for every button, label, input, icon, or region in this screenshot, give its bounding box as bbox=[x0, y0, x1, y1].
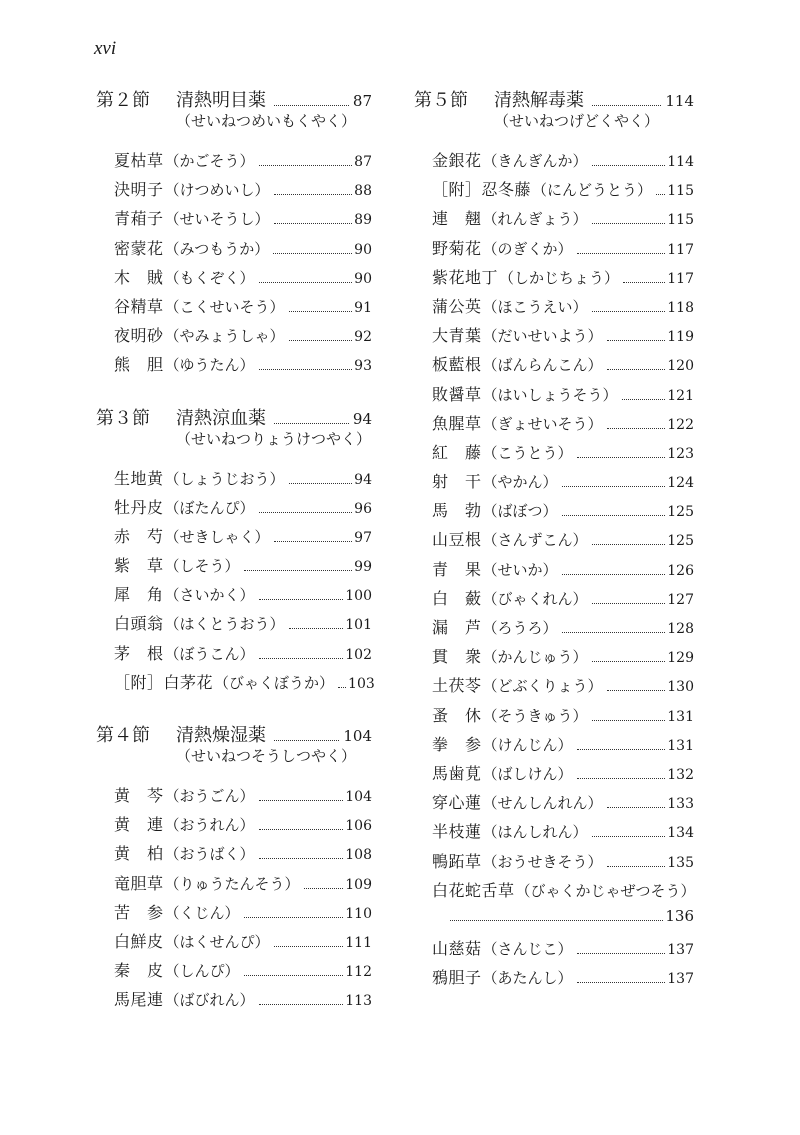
toc-entry bbox=[96, 236, 372, 265]
entry-reading: （しそう） bbox=[164, 557, 240, 576]
dot-leader bbox=[274, 541, 353, 542]
entry-name: 連 翹 bbox=[432, 209, 482, 229]
toc-entry bbox=[96, 900, 372, 929]
entry-page: 131 bbox=[667, 737, 694, 754]
entry-reading: （ばびれん） bbox=[164, 991, 255, 1010]
dot-leader bbox=[592, 603, 666, 604]
entry-page: 101 bbox=[345, 617, 372, 634]
entry-page: 108 bbox=[345, 847, 372, 864]
dot-leader bbox=[577, 982, 666, 983]
entry-reading: （しんぴ） bbox=[164, 962, 240, 981]
dot-leader bbox=[273, 253, 352, 254]
toc-entry bbox=[96, 177, 372, 206]
dot-leader bbox=[607, 428, 666, 429]
toc-entry bbox=[414, 527, 694, 556]
entry-reading: （せいそうし） bbox=[164, 210, 270, 229]
entry-reading: （くじん） bbox=[164, 903, 240, 922]
entry-page: 132 bbox=[667, 766, 694, 783]
toc-entry bbox=[96, 783, 372, 812]
entry-page: 97 bbox=[354, 529, 372, 546]
entry-name: 山豆根 bbox=[432, 530, 482, 550]
entry-name: 馬歯莧 bbox=[432, 763, 482, 783]
dot-leader bbox=[289, 311, 353, 312]
toc-entry-continuation bbox=[414, 907, 694, 936]
entry-page: 119 bbox=[667, 329, 694, 346]
entry-page: 125 bbox=[667, 533, 694, 550]
dot-leader bbox=[244, 917, 344, 918]
dot-leader bbox=[592, 311, 666, 312]
section-title: 清熱明目薬 bbox=[176, 90, 266, 111]
dot-leader bbox=[274, 740, 339, 741]
entry-page: 115 bbox=[667, 183, 694, 200]
entry-name: 鴨跖草 bbox=[432, 851, 482, 871]
dot-leader bbox=[289, 483, 353, 484]
entry-page: 123 bbox=[667, 445, 694, 462]
toc-entry bbox=[414, 352, 694, 381]
entry-page: 99 bbox=[354, 559, 372, 576]
entry-page: 120 bbox=[667, 358, 694, 375]
toc-entry bbox=[96, 265, 372, 294]
entry-reading: （おうせきそう） bbox=[482, 852, 603, 871]
toc-entry bbox=[414, 673, 694, 702]
entry-reading: （もくぞく） bbox=[164, 268, 255, 287]
entry-reading: （びゃくれん） bbox=[482, 589, 588, 608]
entry-page: 90 bbox=[354, 241, 372, 258]
entry-reading: （そうきゅう） bbox=[482, 706, 588, 725]
entry-reading: （れんぎょう） bbox=[482, 210, 588, 229]
entry-reading: （ほこうえい） bbox=[482, 297, 588, 316]
toc-entry bbox=[414, 703, 694, 732]
entry-page: 94 bbox=[354, 471, 372, 488]
toc-entry bbox=[96, 958, 372, 987]
entry-name: 紫 草 bbox=[114, 556, 164, 576]
entry-name: 黄 連 bbox=[114, 815, 164, 835]
entry-name: 鴉胆子 bbox=[432, 968, 482, 988]
dot-leader bbox=[274, 194, 353, 195]
entry-name: 密蒙花 bbox=[114, 238, 164, 258]
toc-entry bbox=[414, 148, 694, 177]
entry-reading: （おうばく） bbox=[164, 845, 255, 864]
toc-entry bbox=[414, 294, 694, 323]
toc-entry bbox=[414, 440, 694, 469]
entry-reading: （せんしんれん） bbox=[482, 794, 603, 813]
toc-entry bbox=[414, 965, 694, 994]
section-number: 第５節 bbox=[414, 90, 468, 111]
entry-name: 白花蛇舌草 bbox=[432, 880, 515, 900]
entry-reading: （びゃくかじゃぜつそう） bbox=[515, 881, 696, 900]
entry-name: 白 蘞 bbox=[432, 588, 482, 608]
dot-leader bbox=[244, 570, 353, 571]
dot-leader bbox=[577, 749, 666, 750]
entry-page: 106 bbox=[345, 818, 372, 835]
entry-page: 102 bbox=[345, 646, 372, 663]
entry-reading: （かごそう） bbox=[164, 152, 255, 170]
entry-reading: （けんじん） bbox=[482, 735, 573, 754]
dot-leader bbox=[338, 687, 346, 688]
dot-leader bbox=[562, 574, 666, 575]
entry-page: 134 bbox=[667, 825, 694, 842]
entry-reading: （きんぎんか） bbox=[482, 152, 588, 170]
entry-name: 夜明砂 bbox=[114, 326, 164, 346]
entry-reading: （しょうじおう） bbox=[164, 469, 285, 488]
entry-reading: （おうれん） bbox=[164, 816, 255, 835]
entry-reading: （やかん） bbox=[482, 473, 558, 492]
section-page: 104 bbox=[343, 727, 372, 745]
toc-entry bbox=[414, 323, 694, 352]
section-heading bbox=[96, 404, 372, 430]
toc-entry bbox=[414, 469, 694, 498]
dot-leader bbox=[259, 658, 344, 659]
dot-leader bbox=[259, 800, 344, 801]
entry-reading: （ゆうたん） bbox=[164, 356, 255, 375]
toc-entry bbox=[414, 498, 694, 527]
section-number: 第３節 bbox=[96, 407, 150, 429]
entry-reading: （やみょうしゃ） bbox=[164, 327, 285, 346]
toc-entry bbox=[414, 382, 694, 411]
dot-leader bbox=[259, 369, 353, 370]
entry-reading: （さいかく） bbox=[164, 586, 255, 605]
toc-entry bbox=[414, 265, 694, 294]
entry-reading: （みつもうか） bbox=[164, 239, 270, 258]
dot-leader bbox=[607, 866, 666, 867]
entry-name: 敗醤草 bbox=[432, 384, 482, 404]
toc-entry bbox=[96, 206, 372, 235]
entry-name: 漏 芦 bbox=[432, 618, 482, 637]
section-page: 114 bbox=[665, 92, 694, 110]
entry-reading: （にんどうとう） bbox=[532, 181, 653, 200]
entry-name: 牡丹皮 bbox=[114, 497, 164, 517]
entry-page: 92 bbox=[354, 329, 372, 346]
entry-page: 128 bbox=[667, 621, 694, 637]
section-title: 清熱燥湿薬 bbox=[176, 725, 266, 746]
section-number: 第２節 bbox=[96, 90, 150, 111]
dot-leader bbox=[577, 953, 666, 954]
entry-name: 土茯苓 bbox=[432, 676, 482, 696]
section-reading: （せいねつそうしつやく） bbox=[176, 747, 357, 765]
dot-leader bbox=[607, 369, 666, 370]
entry-reading: （さんじこ） bbox=[482, 940, 573, 959]
entry-name: 魚腥草 bbox=[432, 413, 482, 433]
entry-reading: （ぼうこん） bbox=[164, 644, 255, 663]
entry-reading: （せきしゃく） bbox=[164, 527, 270, 546]
entry-name: 谷精草 bbox=[114, 296, 164, 316]
section-page: 87 bbox=[352, 92, 372, 110]
entry-name: 決明子 bbox=[114, 180, 164, 200]
dot-leader bbox=[274, 423, 349, 424]
dot-leader bbox=[259, 282, 353, 283]
toc-entry bbox=[96, 871, 372, 900]
entry-name: 蚤 休 bbox=[432, 705, 482, 725]
dot-leader bbox=[562, 515, 666, 516]
entry-reading: （おうごん） bbox=[164, 787, 255, 805]
toc-entry bbox=[96, 466, 372, 495]
entry-name: 射 干 bbox=[432, 472, 482, 492]
toc-entry bbox=[414, 761, 694, 790]
entry-name: 青 果 bbox=[432, 559, 482, 579]
toc-entry bbox=[96, 323, 372, 352]
entry-reading: （かんじゅう） bbox=[482, 648, 588, 667]
dot-leader bbox=[450, 920, 663, 921]
entry-name: 苦 参 bbox=[114, 902, 164, 922]
dot-leader bbox=[577, 253, 666, 254]
entry-page: 126 bbox=[667, 562, 694, 579]
toc-entry bbox=[96, 148, 372, 177]
dot-leader bbox=[274, 223, 353, 224]
entry-name: 馬尾連 bbox=[114, 990, 164, 1010]
dot-leader bbox=[244, 975, 344, 976]
entry-list bbox=[96, 466, 375, 700]
toc-entry bbox=[414, 644, 694, 673]
toc-entry bbox=[414, 177, 694, 206]
entry-name: 紫花地丁 bbox=[432, 267, 499, 287]
entry-reading: （ぎょせいそう） bbox=[482, 414, 603, 433]
entry-reading: （はんしれん） bbox=[482, 823, 588, 842]
entry-page: 87 bbox=[354, 154, 372, 170]
entry-page: 88 bbox=[354, 183, 372, 200]
entry-reading: （あたんし） bbox=[482, 969, 573, 988]
section-reading: （せいねつめいもくやく） bbox=[176, 112, 357, 130]
dot-leader bbox=[259, 599, 344, 600]
dot-leader bbox=[592, 661, 666, 662]
section-title: 清熱解毒薬 bbox=[494, 90, 584, 111]
entry-page: 111 bbox=[345, 934, 372, 951]
dot-leader bbox=[592, 836, 666, 837]
entry-page: 114 bbox=[667, 154, 694, 170]
dot-leader bbox=[577, 778, 666, 779]
dot-leader bbox=[607, 340, 666, 341]
section-number: 第４節 bbox=[96, 725, 150, 746]
dot-leader bbox=[259, 512, 353, 513]
entry-name: 貫 衆 bbox=[432, 647, 482, 667]
entry-reading: （こうとう） bbox=[482, 443, 573, 462]
entry-reading: （ばしけん） bbox=[482, 764, 573, 783]
section-reading: （せいねつげどくやく） bbox=[494, 112, 660, 130]
dot-leader bbox=[304, 888, 344, 889]
entry-page: 96 bbox=[354, 500, 372, 517]
entry-name: 茅 根 bbox=[114, 643, 164, 663]
entry-reading: （りゅうたんそう） bbox=[164, 874, 300, 893]
entry-page: 124 bbox=[667, 475, 694, 492]
section-heading bbox=[414, 86, 694, 112]
entry-reading: （ぼたんぴ） bbox=[164, 498, 255, 517]
entry-reading: （けつめいし） bbox=[164, 181, 270, 200]
toc-section bbox=[96, 721, 372, 1017]
toc-entry bbox=[96, 670, 375, 699]
toc-entry bbox=[414, 586, 694, 615]
entry-page: 135 bbox=[667, 854, 694, 871]
entry-name: 犀 角 bbox=[114, 585, 164, 605]
toc-entry bbox=[414, 206, 694, 235]
entry-page: 91 bbox=[354, 299, 372, 316]
entry-page: 137 bbox=[667, 942, 694, 959]
entry-name: 蒲公英 bbox=[432, 296, 482, 316]
entry-list bbox=[96, 148, 372, 382]
dot-leader bbox=[274, 105, 349, 106]
entry-name: 木 賊 bbox=[114, 267, 164, 287]
entry-name: 野菊花 bbox=[432, 238, 482, 258]
toc-entry bbox=[96, 641, 372, 670]
toc-left-column bbox=[96, 86, 375, 1039]
entry-name: 穿心蓮 bbox=[432, 793, 482, 813]
dot-leader bbox=[577, 457, 666, 458]
entry-name: 生地黄 bbox=[114, 468, 164, 488]
toc-entry bbox=[414, 732, 694, 761]
dot-leader bbox=[289, 340, 353, 341]
dot-leader bbox=[259, 858, 344, 859]
toc-entry bbox=[96, 987, 372, 1016]
toc-entry bbox=[96, 495, 372, 524]
entry-name: 黄 芩 bbox=[114, 786, 164, 805]
toc-entry bbox=[414, 878, 694, 907]
entry-name: 紅 藤 bbox=[432, 442, 482, 462]
dot-leader bbox=[562, 632, 666, 633]
entry-page: 137 bbox=[667, 971, 694, 988]
toc-entry bbox=[96, 294, 372, 323]
entry-name: 黄 柏 bbox=[114, 844, 164, 864]
toc-section bbox=[96, 404, 375, 700]
toc-right-column bbox=[414, 86, 694, 1016]
entry-page: 131 bbox=[667, 708, 694, 725]
entry-name: 半枝蓮 bbox=[432, 822, 482, 842]
entry-reading: （びゃくぼうか） bbox=[214, 673, 335, 692]
entry-list bbox=[96, 783, 372, 1017]
toc-entry bbox=[414, 411, 694, 440]
entry-name: 夏枯草 bbox=[114, 151, 164, 170]
toc-entry bbox=[414, 849, 694, 878]
toc-entry bbox=[96, 929, 372, 958]
dot-leader bbox=[259, 165, 353, 166]
entry-page: 100 bbox=[345, 588, 372, 605]
entry-page: 93 bbox=[354, 358, 372, 375]
toc-entry bbox=[96, 553, 372, 582]
section-page: 94 bbox=[352, 409, 372, 428]
toc-section bbox=[414, 86, 694, 994]
entry-name: 金銀花 bbox=[432, 151, 482, 170]
dot-leader bbox=[592, 544, 666, 545]
entry-page: 110 bbox=[345, 905, 372, 922]
entry-page: 122 bbox=[667, 416, 694, 433]
entry-page: 115 bbox=[667, 212, 694, 229]
toc-entry bbox=[96, 812, 372, 841]
dot-leader bbox=[259, 1004, 344, 1005]
toc-entry bbox=[414, 819, 694, 848]
entry-page: 103 bbox=[348, 675, 375, 692]
entry-name: 熊 胆 bbox=[114, 355, 164, 375]
toc-entry bbox=[96, 524, 372, 553]
entry-page: 117 bbox=[667, 270, 694, 287]
entry-reading: （せいか） bbox=[482, 560, 558, 579]
entry-name: ［附］忍冬藤 bbox=[432, 180, 532, 200]
entry-name: 竜胆草 bbox=[114, 873, 164, 893]
entry-name: ［附］白茅花 bbox=[114, 672, 214, 692]
entry-name: 青葙子 bbox=[114, 209, 164, 229]
toc-entry bbox=[414, 936, 694, 965]
entry-page: 125 bbox=[667, 504, 694, 521]
entry-page: 90 bbox=[354, 270, 372, 287]
entry-name: 白頭翁 bbox=[114, 614, 164, 634]
entry-reading: （ばぼつ） bbox=[482, 502, 558, 521]
entry-page: 133 bbox=[667, 796, 694, 813]
entry-page: 130 bbox=[667, 679, 694, 696]
entry-page: 121 bbox=[667, 387, 694, 404]
entry-page: 129 bbox=[667, 650, 694, 667]
section-reading: （せいねつりょうけつやく） bbox=[176, 429, 372, 448]
dot-leader bbox=[592, 165, 666, 166]
entry-reading: （どぶくりょう） bbox=[482, 677, 603, 696]
entry-reading: （ばんらんこん） bbox=[482, 356, 603, 375]
entry-page: 136 bbox=[665, 906, 694, 925]
entry-page: 104 bbox=[345, 789, 372, 805]
dot-leader bbox=[259, 829, 344, 830]
toc-entry bbox=[96, 841, 372, 870]
entry-page: 113 bbox=[345, 993, 372, 1010]
toc-entry bbox=[414, 557, 694, 586]
entry-name: 馬 勃 bbox=[432, 501, 482, 521]
toc-entry bbox=[96, 582, 372, 611]
entry-page: 112 bbox=[345, 964, 372, 981]
entry-reading: （こくせいそう） bbox=[164, 297, 285, 316]
entry-page: 127 bbox=[667, 591, 694, 608]
toc-entry bbox=[414, 790, 694, 819]
toc-entry bbox=[96, 352, 372, 381]
entry-reading: （さんずこん） bbox=[482, 531, 588, 550]
entry-reading: （だいせいよう） bbox=[482, 327, 603, 346]
section-title: 清熱涼血薬 bbox=[176, 407, 266, 429]
entry-name: 白鮮皮 bbox=[114, 931, 164, 951]
entry-name: 山慈菇 bbox=[432, 939, 482, 959]
entry-reading: （しかじちょう） bbox=[499, 268, 620, 287]
entry-page: 89 bbox=[354, 212, 372, 229]
dot-leader bbox=[562, 486, 666, 487]
entry-page: 117 bbox=[667, 241, 694, 258]
dot-leader bbox=[274, 946, 344, 947]
toc-entry bbox=[414, 236, 694, 265]
entry-reading: （はくせんぴ） bbox=[164, 932, 270, 951]
section-heading bbox=[96, 86, 372, 112]
entry-name: 大青葉 bbox=[432, 326, 482, 346]
toc-section bbox=[96, 86, 372, 382]
entry-list bbox=[414, 148, 694, 994]
toc-entry bbox=[414, 615, 694, 644]
entry-name: 拳 参 bbox=[432, 734, 482, 754]
dot-leader bbox=[623, 282, 665, 283]
dot-leader bbox=[289, 628, 344, 629]
dot-leader bbox=[607, 807, 666, 808]
entry-reading: （はくとうおう） bbox=[164, 615, 285, 634]
toc-entry bbox=[96, 611, 372, 640]
entry-reading: （ろうろ） bbox=[482, 619, 558, 637]
entry-reading: （はいしょうそう） bbox=[482, 385, 618, 404]
dot-leader bbox=[592, 223, 666, 224]
entry-reading: （のぎくか） bbox=[482, 239, 573, 258]
page-number: xvi bbox=[94, 38, 117, 59]
dot-leader bbox=[592, 720, 666, 721]
entry-name: 板藍根 bbox=[432, 355, 482, 375]
entry-name: 秦 皮 bbox=[114, 961, 164, 981]
dot-leader bbox=[622, 399, 666, 400]
dot-leader bbox=[656, 194, 665, 195]
dot-leader bbox=[592, 105, 661, 106]
dot-leader bbox=[607, 690, 666, 691]
section-heading bbox=[96, 721, 372, 747]
entry-page: 118 bbox=[667, 299, 694, 316]
entry-page: 109 bbox=[345, 876, 372, 893]
entry-name: 赤 芍 bbox=[114, 526, 164, 546]
